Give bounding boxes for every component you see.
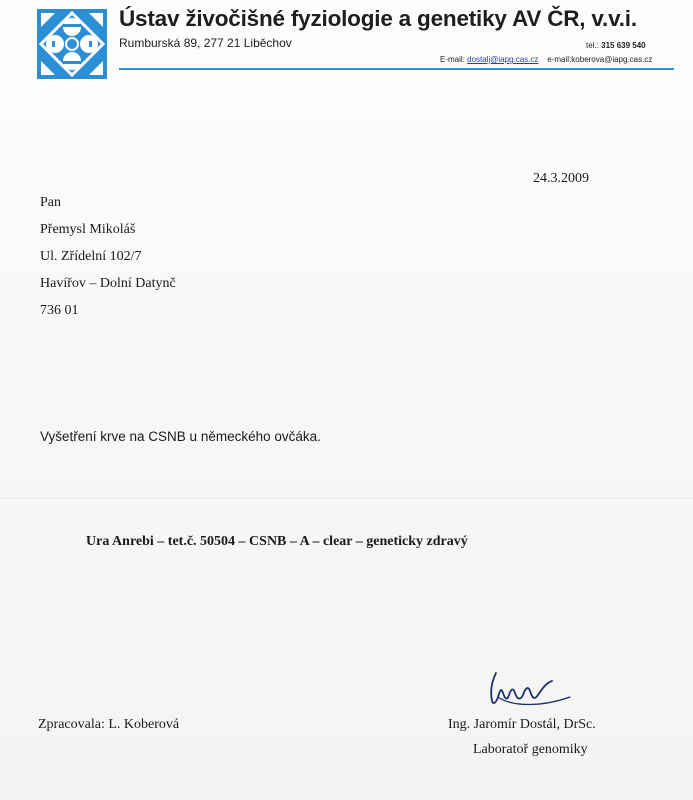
letter-subject: Vyšetření krve na CSNB u německého ovčáka. bbox=[40, 429, 321, 444]
prepared-by: Zpracovala: L. Koberová bbox=[38, 717, 180, 732]
letter-date: 24.3.2009 bbox=[533, 171, 589, 186]
phone-number: 315 639 540 bbox=[601, 41, 646, 50]
contact-phone bbox=[586, 41, 646, 50]
recipient-city: Havířov – Dolní Datynč bbox=[40, 276, 176, 291]
paper-fold-line bbox=[0, 497, 693, 499]
recipient-street: Ul. Zřídelní 102/7 bbox=[40, 249, 142, 264]
contact-emails bbox=[440, 55, 652, 64]
institution-name: Ústav živočišné fyziologie a genetiky AV ČR, v.v.i. bbox=[119, 6, 637, 31]
phone-label: tel.: bbox=[586, 41, 599, 50]
email-koberova: koberova@iapg.cas.cz bbox=[571, 55, 653, 64]
institute-logo-icon bbox=[37, 9, 107, 79]
email-link-dostal[interactable]: dostalj@iapg.cas.cz bbox=[467, 55, 539, 64]
email-label-2: e-mail: bbox=[547, 55, 572, 64]
email-label-1: E-mail: bbox=[440, 55, 465, 64]
signatory-name: Ing. Jaromír Dostál, DrSc. bbox=[448, 717, 596, 732]
signatory-department: Laboratoř genomiky bbox=[473, 742, 588, 757]
header-divider bbox=[119, 68, 674, 70]
test-result: Ura Anrebi – tet.č. 50504 – CSNB – A – clear – geneticky zdravý bbox=[86, 534, 468, 549]
handwritten-signature-icon bbox=[482, 667, 582, 711]
recipient-postal-code: 736 01 bbox=[40, 303, 79, 318]
recipient-name: Přemysl Mikoláš bbox=[40, 222, 136, 237]
recipient-salutation: Pan bbox=[40, 195, 61, 210]
institution-address: Rumburská 89, 277 21 Liběchov bbox=[119, 36, 292, 50]
